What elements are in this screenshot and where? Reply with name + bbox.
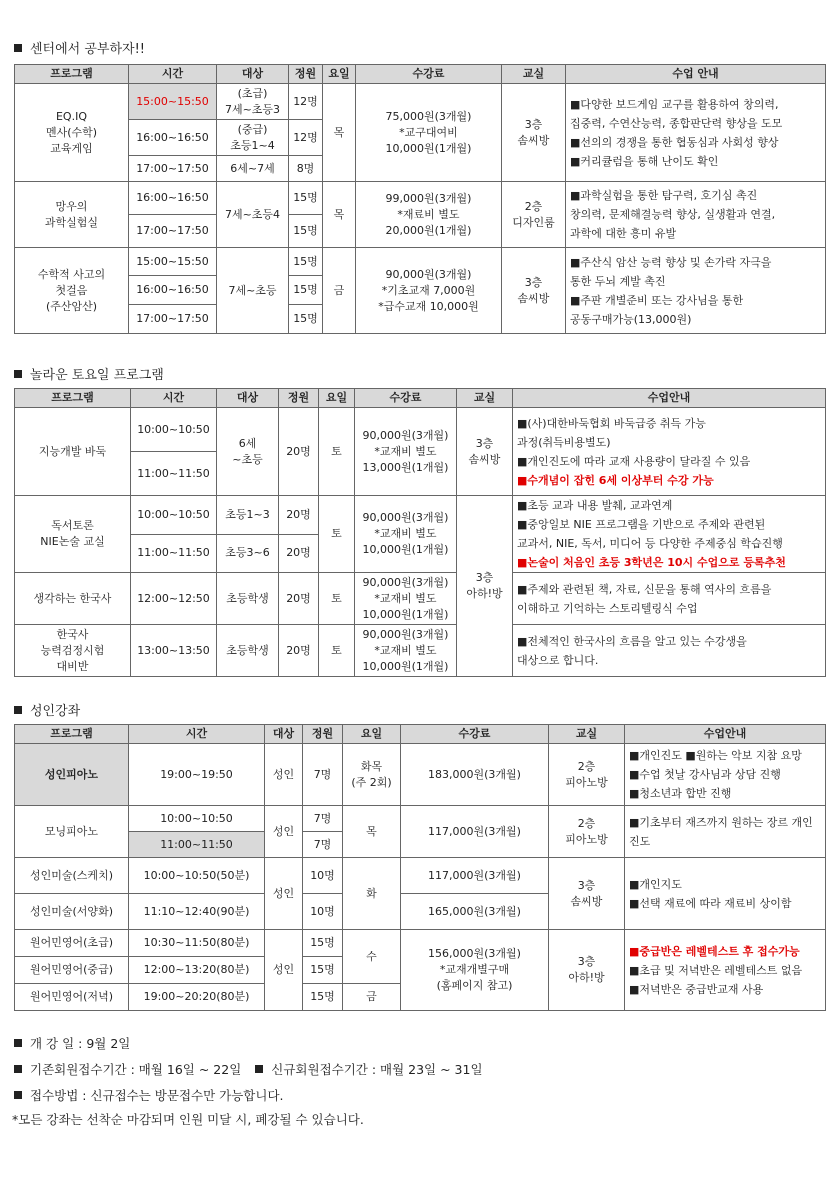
program-name: 수학적 사고의 첫걸음 (주산암산) <box>15 248 129 334</box>
room-cell: 2층 피아노방 <box>549 806 625 858</box>
col-day: 요일 <box>343 725 401 744</box>
fee-cell: 183,000원(3개월) <box>401 744 549 806</box>
time-cell: 11:00~11:50 <box>131 452 217 496</box>
program-name: 원어민영어(중급) <box>15 957 129 984</box>
info-cell: ■기초부터 재즈까지 원하는 장르 개인진도 <box>625 806 826 858</box>
room-cell: 2층 피아노방 <box>549 744 625 806</box>
table-row <box>15 858 826 894</box>
day-cell: 목 <box>323 182 356 248</box>
info-cell: ■과학실험을 통한 탐구력, 호기심 촉진 창의력, 문제해결능력 향상, 실생활과 연결, 과학에 대한 흥미 유발 <box>566 182 826 248</box>
target-cell: 7세~초등4 <box>217 182 289 248</box>
target-cell: 성인 <box>265 806 303 858</box>
target-cell: 7세~초등 <box>217 248 289 334</box>
info-cell: ■초등 교과 내용 발췌, 교과연계 ■중앙일보 NIE 프로그램을 기반으로 주제와 관련된 교과서, NIE, 독서, 미디어 등 다양한 주제중심 학습진행 ■논술이 처음인 초등 3학년은 10시 수업으로 등록추천 <box>513 496 826 573</box>
fee-cell: 75,000원(3개월) *교구대여비 10,000원(1개월) <box>356 84 502 182</box>
room-cell: 3층 아하!방 <box>549 930 625 1011</box>
table-header <box>15 65 826 84</box>
time-cell-highlighted: 11:00~11:50 <box>129 832 265 858</box>
footer-note: *모든 강좌는 선착순 마감되며 인원 미달 시, 폐강될 수 있습니다. <box>12 1112 364 1127</box>
target-cell: (초급) 7세~초등3 <box>217 84 289 120</box>
info-cell: ■전체적인 한국사의 흐름을 알고 있는 수강생을 대상으로 합니다. <box>513 625 826 677</box>
col-target: 대상 <box>217 65 289 84</box>
capacity-cell: 20명 <box>279 625 319 677</box>
info-cell: ■(사)대한바둑협회 바둑급증 취득 가능 과정(취득비용별도) ■개인진도에 따라 교재 사용량이 달라질 수 있음 ■수개념이 잡힌 6세 이상부터 수강 가능 <box>513 408 826 496</box>
table-row <box>15 182 826 215</box>
col-info: 수업 안내 <box>566 65 826 84</box>
time-cell-highlighted: 15:00~15:50 <box>129 84 217 120</box>
section-title-text: 놀라운 토요일 프로그램 <box>30 368 164 383</box>
col-capacity: 정원 <box>289 65 323 84</box>
capacity-cell: 7명 <box>303 806 343 832</box>
target-cell: 6세 ~초등 <box>217 408 279 496</box>
info-cell: ■주산식 암산 능력 향상 및 손가락 자극을 통한 두뇌 계발 촉진 ■주판 개별준비 또는 강사님을 통한 공동구매가능(13,000원) <box>566 248 826 334</box>
capacity-cell: 15명 <box>289 215 323 248</box>
room-cell: 3층 솜씨방 <box>502 248 566 334</box>
capacity-cell: 20명 <box>279 496 319 535</box>
program-name: 생각하는 한국사 <box>15 573 131 625</box>
col-time: 시간 <box>129 65 217 84</box>
table-row <box>15 930 826 957</box>
col-time: 시간 <box>129 725 265 744</box>
day-cell: 토 <box>319 573 355 625</box>
col-info: 수업안내 <box>625 725 826 744</box>
capacity-cell: 10명 <box>303 894 343 930</box>
day-cell: 토 <box>319 496 355 573</box>
col-program: 프로그램 <box>15 389 131 408</box>
room-cell: 3층 솜씨방 <box>457 408 513 496</box>
fee-cell: 156,000원(3개월) *교재개별구매 (홈페이지 참고) <box>401 930 549 1011</box>
fee-cell: 90,000원(3개월) *기초교재 7,000원 *급수교재 10,000원 <box>356 248 502 334</box>
col-fee: 수강료 <box>356 65 502 84</box>
room-cell: 3층 아하!방 <box>457 496 513 677</box>
col-room: 교실 <box>549 725 625 744</box>
time-cell: 12:00~13:20(80분) <box>129 957 265 984</box>
table-row <box>15 806 826 832</box>
col-room: 교실 <box>457 389 513 408</box>
time-cell: 19:00~20:20(80분) <box>129 984 265 1011</box>
time-cell: 17:00~17:50 <box>129 215 217 248</box>
fee-cell: 90,000원(3개월) *교재비 별도 10,000원(1개월) <box>355 625 457 677</box>
fee-cell: 117,000원(3개월) <box>401 806 549 858</box>
program-name: EQ.IQ 멘사(수학) 교육게임 <box>15 84 129 182</box>
time-cell: 10:00~10:50 <box>131 496 217 535</box>
program-name: 망우의 과학실험실 <box>15 182 129 248</box>
info-cell: ■개인진도 ■원하는 악보 지참 요망 ■수업 첫날 강사님과 상담 진행 ■청소년과 합반 진행 <box>625 744 826 806</box>
col-program: 프로그램 <box>15 725 129 744</box>
adult-program-table <box>14 724 826 1011</box>
program-name: 지능개발 바둑 <box>15 408 131 496</box>
table-row <box>15 573 826 625</box>
table-row <box>15 248 826 276</box>
program-name: 성인미술(스케치) <box>15 858 129 894</box>
time-cell: 10:00~10:50 <box>129 806 265 832</box>
capacity-cell: 15명 <box>289 182 323 215</box>
col-day: 요일 <box>323 65 356 84</box>
day-cell: 금 <box>343 984 401 1011</box>
day-cell: 수 <box>343 930 401 984</box>
section-title-saturday <box>14 364 164 383</box>
time-cell: 11:00~11:50 <box>131 534 217 573</box>
time-cell: 12:00~12:50 <box>131 573 217 625</box>
capacity-cell: 15명 <box>289 305 323 334</box>
footer-open-date <box>14 1034 130 1052</box>
target-cell: 성인 <box>265 858 303 930</box>
program-name: 성인미술(서양화) <box>15 894 129 930</box>
target-cell: 초등3~6 <box>217 534 279 573</box>
col-capacity: 정원 <box>279 389 319 408</box>
table-row <box>15 84 826 120</box>
target-cell: 초등학생 <box>217 625 279 677</box>
room-cell: 3층 솜씨방 <box>502 84 566 182</box>
col-info: 수업안내 <box>513 389 826 408</box>
target-cell: 성인 <box>265 744 303 806</box>
day-cell: 토 <box>319 625 355 677</box>
day-cell: 화목 (주 2회) <box>343 744 401 806</box>
capacity-cell: 20명 <box>279 534 319 573</box>
footer-text: 기존회원접수기간 : 매월 16일 ~ 22일 <box>30 1062 242 1077</box>
fee-cell: 165,000원(3개월) <box>401 894 549 930</box>
footer-periods <box>14 1060 483 1078</box>
footer-text: 접수방법 : 신규접수는 방문접수만 가능합니다. <box>30 1088 284 1103</box>
capacity-cell: 10명 <box>303 858 343 894</box>
info-cell: ■개인지도 ■선택 재료에 따라 재료비 상이함 <box>625 858 826 930</box>
target-cell: 6세~7세 <box>217 156 289 182</box>
time-cell: 16:00~16:50 <box>129 182 217 215</box>
time-cell: 15:00~15:50 <box>129 248 217 276</box>
day-cell: 토 <box>319 408 355 496</box>
saturday-program-table <box>14 388 826 677</box>
table-row <box>15 744 826 806</box>
time-cell: 16:00~16:50 <box>129 276 217 305</box>
footer-text: 신규회원접수기간 : 매월 23일 ~ 31일 <box>271 1062 483 1077</box>
program-name: 성인피아노 <box>15 744 129 806</box>
fee-cell: 90,000원(3개월) *교재비 별도 10,000원(1개월) <box>355 496 457 573</box>
time-cell: 17:00~17:50 <box>129 156 217 182</box>
footer-text: 개 강 일 : 9월 2일 <box>30 1036 131 1051</box>
capacity-cell: 15명 <box>303 957 343 984</box>
capacity-cell: 7명 <box>303 744 343 806</box>
target-cell: (중급) 초등1~4 <box>217 120 289 156</box>
table-row <box>15 496 826 535</box>
day-cell: 목 <box>323 84 356 182</box>
program-name: 독서토론 NIE논술 교실 <box>15 496 131 573</box>
section-title-adult <box>14 700 80 719</box>
capacity-cell: 15명 <box>289 276 323 305</box>
time-cell: 19:00~19:50 <box>129 744 265 806</box>
capacity-cell: 20명 <box>279 573 319 625</box>
capacity-cell: 12명 <box>289 120 323 156</box>
col-fee: 수강료 <box>401 725 549 744</box>
section-title-text: 센터에서 공부하자!! <box>30 42 146 57</box>
col-program: 프로그램 <box>15 65 129 84</box>
table-header <box>15 389 826 408</box>
capacity-cell: 7명 <box>303 832 343 858</box>
time-cell: 10:00~10:50 <box>131 408 217 452</box>
col-target: 대상 <box>265 725 303 744</box>
time-cell: 17:00~17:50 <box>129 305 217 334</box>
table-header <box>15 725 826 744</box>
program-name: 원어민영어(저녁) <box>15 984 129 1011</box>
target-cell: 성인 <box>265 930 303 1011</box>
capacity-cell: 8명 <box>289 156 323 182</box>
table-row <box>15 408 826 452</box>
time-cell: 13:00~13:50 <box>131 625 217 677</box>
program-name: 원어민영어(초급) <box>15 930 129 957</box>
day-cell: 화 <box>343 858 401 930</box>
col-target: 대상 <box>217 389 279 408</box>
info-cell: ■주제와 관련된 책, 자료, 신문을 통해 역사의 흐름을 이해하고 기억하는 스토리텔링식 수업 <box>513 573 826 625</box>
col-fee: 수강료 <box>355 389 457 408</box>
day-cell: 금 <box>323 248 356 334</box>
time-cell: 16:00~16:50 <box>129 120 217 156</box>
fee-cell: 117,000원(3개월) <box>401 858 549 894</box>
day-cell: 목 <box>343 806 401 858</box>
time-cell: 10:00~10:50(50분) <box>129 858 265 894</box>
center-program-table <box>14 64 826 334</box>
col-room: 교실 <box>502 65 566 84</box>
time-cell: 11:10~12:40(90분) <box>129 894 265 930</box>
fee-cell: 99,000원(3개월) *재료비 별도 20,000원(1개월) <box>356 182 502 248</box>
info-cell: ■다양한 보드게임 교구를 활용하여 창의력, 집중력, 수연산능력, 종합판단력 향상을 도모 ■선의의 경쟁을 통한 협동심과 사회성 향상 ■커리큘럼을 통해 난이도 확인 <box>566 84 826 182</box>
section-title-text: 성인강좌 <box>30 704 81 719</box>
col-capacity: 정원 <box>303 725 343 744</box>
section-title-center <box>14 38 145 57</box>
target-cell: 초등학생 <box>217 573 279 625</box>
col-day: 요일 <box>319 389 355 408</box>
room-cell: 3층 솜씨방 <box>549 858 625 930</box>
info-cell: ■중급반은 레벨테스트 후 접수가능 ■초급 및 저녁반은 레벨테스트 없음 ■저녁반은 중급반교재 사용 <box>625 930 826 1011</box>
capacity-cell: 15명 <box>303 930 343 957</box>
capacity-cell: 15명 <box>303 984 343 1011</box>
fee-cell: 90,000원(3개월) *교재비 별도 13,000원(1개월) <box>355 408 457 496</box>
capacity-cell: 20명 <box>279 408 319 496</box>
table-row <box>15 625 826 677</box>
col-time: 시간 <box>131 389 217 408</box>
target-cell: 초등1~3 <box>217 496 279 535</box>
capacity-cell: 12명 <box>289 84 323 120</box>
room-cell: 2층 디자인룸 <box>502 182 566 248</box>
program-name: 한국사 능력검정시험 대비반 <box>15 625 131 677</box>
time-cell: 10:30~11:50(80분) <box>129 930 265 957</box>
program-name: 모닝피아노 <box>15 806 129 858</box>
capacity-cell: 15명 <box>289 248 323 276</box>
footer-method <box>14 1086 284 1104</box>
fee-cell: 90,000원(3개월) *교재비 별도 10,000원(1개월) <box>355 573 457 625</box>
